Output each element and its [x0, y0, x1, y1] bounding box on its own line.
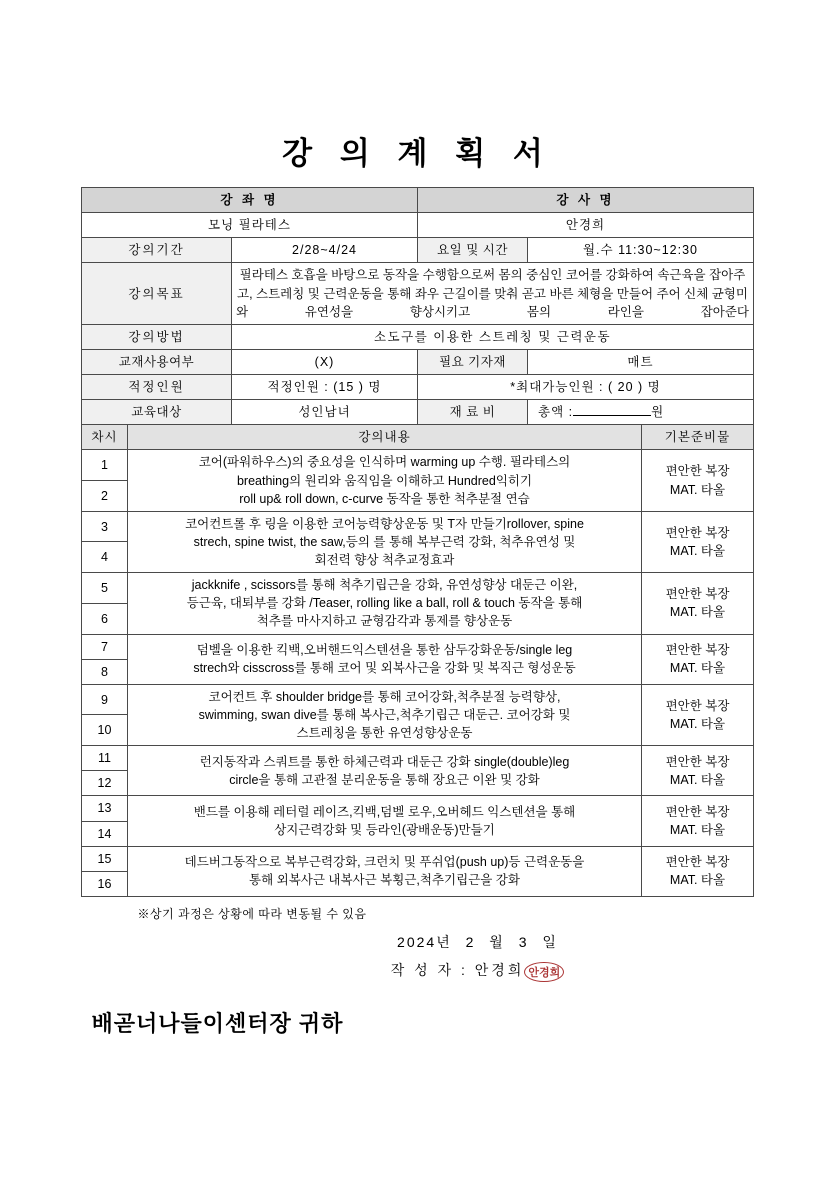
signature-block [82, 932, 754, 981]
schedule-col-prep: 기본준비물 [642, 425, 754, 450]
prep-line: MAT. 타올 [669, 873, 726, 888]
recipient-line: 배곧너나들이센터장 귀하 [91, 1010, 344, 1036]
table-row-header [82, 188, 754, 213]
session-prep [642, 846, 754, 896]
content-line: 회전력 향상 척추교정효과 [314, 553, 455, 567]
content-line: 상지근력강화 및 등라인(광배운동)만들기 [274, 823, 495, 837]
session-number: 15 [82, 846, 128, 871]
prep-line: MAT. 타올 [669, 482, 726, 497]
max-capacity-value: *최대가능인원 : ( 20 ) 명 [418, 375, 754, 400]
prep-line: MAT. 타올 [669, 605, 726, 620]
table-row-target [82, 400, 754, 425]
content-line: 코어컨트 후 shoulder bridge를 통해 코어강화,척추분절 능력향상, [208, 689, 561, 704]
session-content [128, 796, 642, 846]
footnote: ※상기 과정은 상황에 따라 변동될 수 있음 [137, 906, 367, 921]
content-line: 스트레칭을 통한 유연성향상운동 [296, 726, 473, 740]
schedule-col-content: 강의내용 [128, 425, 642, 450]
session-prep [642, 634, 754, 684]
session-number: 2 [82, 481, 128, 512]
session-number: 13 [82, 796, 128, 821]
table-row-method [82, 324, 754, 349]
prep-line: 편안한 복장 [665, 525, 730, 540]
session-number: 8 [82, 659, 128, 684]
session-prep [642, 746, 754, 796]
prep-line: 편안한 복장 [665, 464, 730, 479]
equipment-label: 필요 기자재 [418, 349, 528, 374]
session-number: 5 [82, 573, 128, 604]
session-prep [642, 511, 754, 572]
session-number: 10 [82, 715, 128, 746]
prep-line: MAT. 타올 [669, 772, 726, 787]
content-line: 척추를 마사지하고 균형감각과 통제를 향상운동 [256, 614, 513, 629]
content-line: jackknife , scissors를 통해 척추기립근을 강화, 유연성향상 대둔근 이완, [191, 578, 578, 593]
table-row [82, 573, 754, 604]
content-line: swimming, swan dive를 통해 복사근,척추기립근 대둔근. 코어강화 및 [198, 707, 571, 722]
seal-stamp: 안경희 [524, 962, 564, 982]
schedule-col-session: 차시 [82, 425, 128, 450]
session-prep [642, 573, 754, 634]
daytime-label: 요일 및 시간 [418, 238, 528, 263]
page-title: 강 의 계 획 서 [282, 136, 553, 171]
period-label: 강의기간 [82, 238, 232, 263]
table-row-period [82, 238, 754, 263]
table-row-schedule-header [82, 425, 754, 450]
target-label: 교육대상 [82, 400, 232, 425]
daytime-value: 월.수 11:30~12:30 [528, 238, 754, 263]
session-content [128, 846, 642, 896]
instructor-name-value: 안경희 [418, 213, 754, 238]
prep-line: 편안한 복장 [665, 855, 730, 870]
content-line: 밴드를 이용해 레터럴 레이즈,킥백,덤벨 로우,오버헤드 익스텐션을 통해 [193, 804, 576, 819]
year-value: 2024년 [397, 933, 452, 950]
equipment-value: 매트 [528, 349, 754, 374]
prep-line: 편안한 복장 [665, 754, 730, 769]
table-row-names [82, 213, 754, 238]
session-content [128, 573, 642, 634]
lecture-plan-table [81, 187, 754, 897]
table-row-textbook [82, 349, 754, 374]
content-line: roll up& roll down, c-curve 동작을 통한 척추분절 연습 [239, 491, 530, 506]
capacity-label: 적정인원 [82, 375, 232, 400]
material-fee-label: 재 료 비 [418, 400, 528, 425]
content-line: 덤벨을 이용한 킥백,오버핸드익스텐션을 통한 삼두강화운동/single leg [196, 643, 573, 657]
prep-line: 편안한 복장 [665, 698, 730, 713]
textbook-label: 교재사용여부 [82, 349, 232, 374]
session-number: 7 [82, 634, 128, 659]
content-line: 데드버그동작으로 복부근력강화, 크런치 및 푸쉬업(push up)등 근력운동을 [184, 855, 585, 870]
writer-name: 안경희 [474, 961, 525, 978]
session-number: 4 [82, 542, 128, 573]
prep-line: 편안한 복장 [665, 587, 730, 602]
prep-line: 편안한 복장 [665, 804, 730, 819]
session-number: 12 [82, 771, 128, 796]
day-value: 3 [518, 933, 529, 950]
prep-line: MAT. 타올 [669, 823, 726, 837]
date-line [82, 932, 754, 952]
material-fee-blank [573, 415, 651, 416]
session-content [128, 511, 642, 572]
session-content [128, 450, 642, 511]
goal-label: 강의목표 [82, 263, 232, 324]
table-row [82, 634, 754, 659]
table-row-capacity [82, 375, 754, 400]
prep-line: MAT. 타올 [669, 661, 726, 676]
session-number: 16 [82, 871, 128, 896]
writer-label: 작 성 자 : [390, 961, 468, 978]
textbook-value: (X) [232, 349, 418, 374]
session-content [128, 684, 642, 745]
material-fee-total-label: 총액 : [538, 405, 574, 420]
content-line: 코어(파워하우스)의 중요성을 인식하며 warming up 수행. 필라테스의 [198, 455, 571, 470]
target-value: 성인남녀 [232, 400, 418, 425]
table-row [82, 450, 754, 481]
session-number: 6 [82, 603, 128, 634]
table-row [82, 746, 754, 771]
period-value: 2/28~4/24 [232, 238, 418, 263]
table-row [82, 796, 754, 821]
content-line: breathing의 원리와 움직임을 이해하고 Hundred익히기 [236, 473, 533, 488]
course-name-header: 강 좌 명 [82, 188, 418, 213]
table-row [82, 511, 754, 542]
content-line: strech, spine twist, the saw,등의 를 통해 복부근력 강화, 척추유연성 및 [193, 534, 576, 549]
table-row [82, 846, 754, 871]
session-prep [642, 450, 754, 511]
session-number: 3 [82, 511, 128, 542]
session-prep [642, 684, 754, 745]
method-value: 소도구를 이용한 스트레칭 및 근력운동 [232, 324, 754, 349]
session-prep [642, 796, 754, 846]
session-number: 14 [82, 821, 128, 846]
session-number: 1 [82, 450, 128, 481]
session-number: 11 [82, 746, 128, 771]
month-value: 2 [465, 933, 476, 950]
content-line: 코어컨트롤 후 링을 이용한 코어능력향상운동 및 T자 만들기rollover, spine [185, 516, 584, 531]
course-name-value: 모닝 필라테스 [82, 213, 418, 238]
material-fee-unit: 원 [651, 405, 665, 420]
content-line: strech와 cisscross를 통해 코어 및 외복사근을 강화 및 복직근 형성운동 [193, 661, 576, 676]
prep-line: 편안한 복장 [665, 643, 730, 657]
table-row [82, 684, 754, 715]
month-label: 월 [489, 933, 505, 950]
method-label: 강의방법 [82, 324, 232, 349]
material-fee-value-cell [528, 400, 754, 425]
session-content [128, 634, 642, 684]
capacity-value: 적정인원 : (15 ) 명 [232, 375, 418, 400]
goal-value: 필라테스 호흡을 바탕으로 동작을 수행함으로써 몸의 중심인 코어를 강화하여 속근육을 잡아주고, 스트레칭 및 근력운동을 통해 좌우 근길이를 맞춰 곧고 바른 체형을 만들어 주어 신체 균형미와 유연성을 향상시키고 몸의 라인을 잡아준다 [232, 263, 754, 324]
content-line: 등근육, 대퇴부를 강화 /Teaser, rolling like a ball, roll & touch 동작을 통해 [186, 596, 583, 611]
instructor-name-header: 강 사 명 [418, 188, 754, 213]
content-line: 통해 외복사근 내복사근 복횡근,척추기립근을 강화 [249, 873, 520, 888]
content-line: 런지동작과 스쿼트를 통한 하체근력과 대둔근 강화 single(double)leg [199, 754, 570, 769]
session-number: 9 [82, 684, 128, 715]
prep-line: MAT. 타올 [669, 543, 726, 558]
content-line: circle을 통해 고관절 분리운동을 통해 장요근 이완 및 강화 [229, 772, 540, 787]
writer-line [82, 960, 754, 981]
prep-line: MAT. 타올 [669, 716, 726, 731]
session-content [128, 746, 642, 796]
day-label: 일 [542, 933, 558, 950]
table-row-goal [82, 263, 754, 324]
